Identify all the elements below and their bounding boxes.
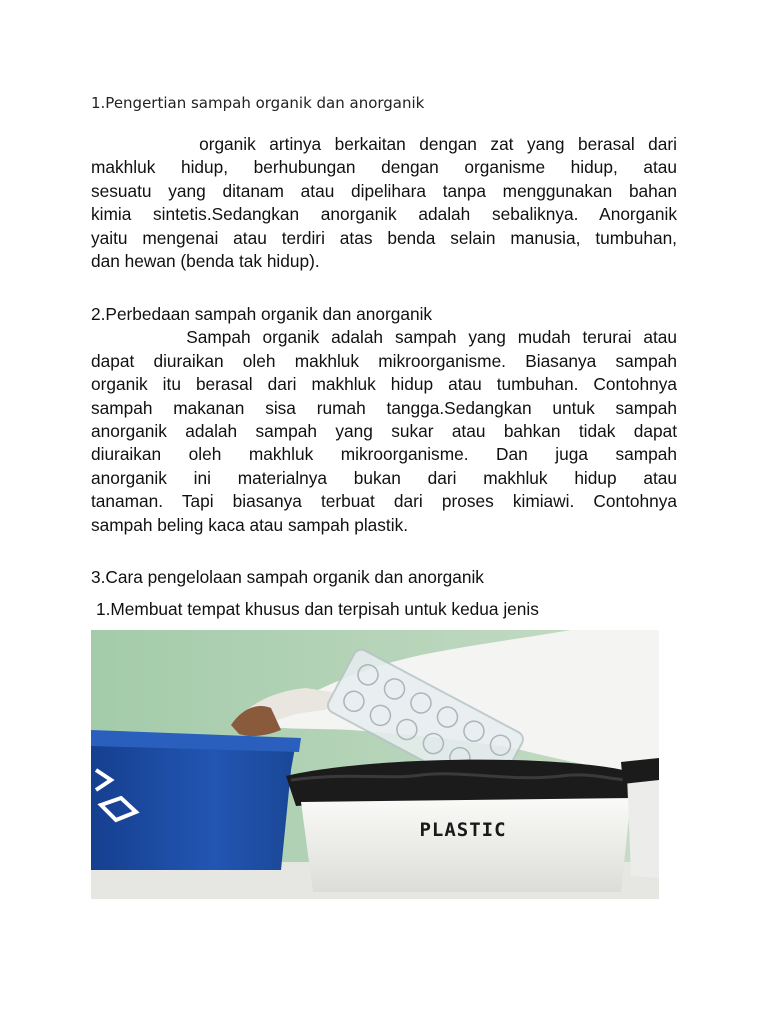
blue-recycling-bin <box>91 734 296 870</box>
white-plastic-bin <box>301 798 631 892</box>
recycling-bins-photo <box>91 630 659 899</box>
section3-heading: 3.Cara pengelolaan sampah organik dan anorganik <box>91 567 484 587</box>
section1-line: yaitu mengenai atau terdiri atas benda selain manusia, tumbuhan, <box>91 227 677 248</box>
section2-line: anorganik ini materialnya bukan dari makhluk hidup atau <box>91 467 677 488</box>
section1-line: organik artinya berkaitan dengan zat yang berasal dari <box>91 134 677 154</box>
section1-paragraph <box>91 133 677 273</box>
section2-line: diuraikan oleh makhluk mikroorganisme. Dan juga sampah <box>91 444 677 465</box>
section2-line: Sampah organik adalah sampah yang mudah terurai atau <box>91 327 677 348</box>
section2-line: dapat diuraikan oleh makhluk mikroorganisme. Biasanya sampah <box>91 350 677 371</box>
section2-line: organik itu berasal dari makhluk hidup atau tumbuhan. Contohnya <box>91 374 677 395</box>
section3-item-1: 1.Membuat tempat khusus dan terpisah untuk kedua jenis <box>96 599 539 619</box>
section1-line: dan hewan (benda tak hidup). <box>91 251 320 272</box>
section1-line: kimia sintetis.Sedangkan anorganik adalah sebaliknya. Anorganik <box>91 204 677 225</box>
section2-heading: 2.Perbedaan sampah organik dan anorganik <box>91 304 433 324</box>
section1-heading: 1.Pengertian sampah organik dan anorganik <box>91 94 425 112</box>
section2-paragraph <box>91 303 677 537</box>
section2-line: anorganik adalah sampah yang sukar atau bahkan tidak dapat <box>91 421 677 442</box>
second-white-bin <box>627 770 659 878</box>
bin-label: PLASTIC <box>419 819 507 841</box>
section1-line: sesuatu yang ditanam atau dipelihara tanpa menggunakan bahan <box>91 180 677 201</box>
section2-line: tanaman. Tapi biasanya terbuat dari proses kimiawi. Contohnya <box>91 491 677 512</box>
section2-line: sampah makanan sisa rumah tangga.Sedangkan untuk sampah <box>91 397 677 418</box>
section1-line: makhluk hidup, berhubungan dengan organisme hidup, atau <box>91 157 677 178</box>
section2-line: sampah beling kaca atau sampah plastik. <box>91 514 409 535</box>
recycling-bins-illustration <box>91 630 659 899</box>
